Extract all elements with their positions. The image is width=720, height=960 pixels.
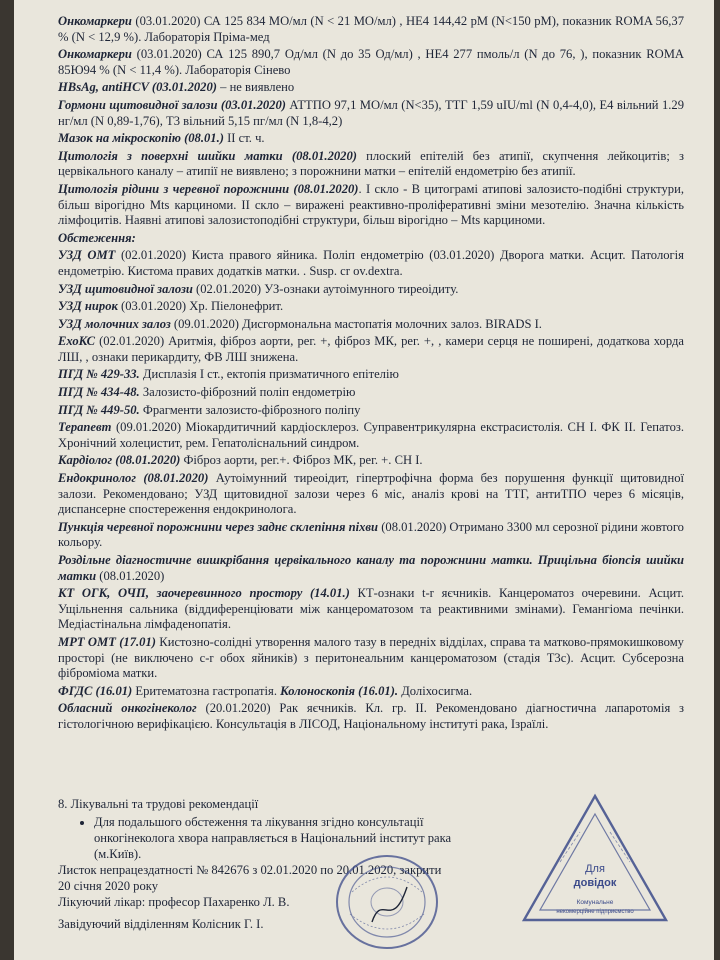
record-label: УЗД щитовидної залози <box>58 281 193 296</box>
record-line <box>58 149 684 180</box>
record-line <box>58 80 684 96</box>
record-text: Фрагменти залозисто-фіброзного поліпу <box>139 402 361 417</box>
document-page <box>14 0 714 960</box>
record-label: Ендокринолог (08.01.2020) <box>58 471 209 486</box>
record-text: – не виявлено <box>216 80 295 95</box>
record-line <box>58 131 684 147</box>
record-text: АТТПО 97,1 МО/мл (N<35), ТТГ 1,59 uIU/ml (N 0,4-4,0), Е4 вільний 1.29 нг/мл (N 0,89-1,76), Т3 вільний 5,15 пг/мл (N 1,8-4,2) <box>58 97 684 128</box>
record-line <box>58 701 684 732</box>
record-label: УЗД нирок <box>58 299 118 314</box>
record-text: КТ-ознаки t-r яєчників. Канцероматоз очеревини. Асцит. Ущільнення сальника (віддиференціювати між канцероматозом та реактивними змінами). Гемангіома печінки. Медіастінальна лімфаденопатія. <box>58 586 684 632</box>
sick-leave-line: Листок непрацездатності № 842676 з 02.01.2020 по 20.01.2020, закрити <box>58 863 442 877</box>
record-line <box>58 385 684 401</box>
record-label: УЗД молочних залоз <box>58 316 171 331</box>
record-label: ПГД № 429-33. <box>58 367 140 382</box>
sick-leave-date: 20 січня 2020 року <box>58 879 159 893</box>
record-line <box>58 98 684 129</box>
record-line <box>58 282 684 298</box>
record-line <box>58 47 684 78</box>
stamp-title: Для <box>585 863 605 875</box>
record-line <box>58 248 684 279</box>
recommendations-heading: 8. Лікувальні та трудові рекомендації <box>58 797 259 811</box>
record-text: Кистозно-солідні утворення малого тазу в передніх відділах, справа та матково-прямокишковому просторі (не виключено c-r обох яйників) з перитонеальним канцероматозом (стадія Т3c). Асцит. Субсерозна фібромiома матки. <box>58 634 684 681</box>
recommendation-item: • Для подальшого обстеження та лікування згідно консультації онкогінеколога хвора направляється в Національний інститут рака (м.Київ). <box>94 814 478 862</box>
record-line <box>58 317 684 333</box>
triangle-stamp <box>520 792 670 926</box>
record-text: Дисплазія І ст., ектопія призматичного епітелію <box>139 367 399 382</box>
record-line <box>58 403 684 419</box>
record-text: (20.01.2020) Рак яєчників. Кл. гр. ІІ. Рекомендовано діагностична лапаротомія з гістологічною верифікацією. Консультація в ЛІСОД, Національному інституті рака, Ізраїлі. <box>58 701 685 731</box>
record-text: Аутоімунний тиреоідит, гіпертрофічна форма без порушення функції щитовидної залози. Рекомендовано; УЗД щитовидної залози через 6 міс, аналіз крові на ТТГ, антиТПО через 6 місяців, диспансерне спостереження ендокринолога. <box>58 471 684 517</box>
department-head: Завідуючий відділенням Колісник Г. І. <box>58 917 264 931</box>
record-line <box>58 684 684 700</box>
record-line <box>58 471 684 518</box>
record-label: ПГД № 434-48. <box>58 385 140 400</box>
record-text: Доліхосигма. <box>398 683 473 698</box>
record-line <box>58 586 684 633</box>
round-seal-icon <box>332 852 442 952</box>
record-label: Онкомаркери <box>58 47 132 62</box>
record-text: (09.01.2020) Дисгормональна мастопатія молочних залоз. BIRADS I. <box>170 316 542 331</box>
record-text: Залозисто-фіброзний поліп ендометрію <box>139 385 356 400</box>
record-label: ЕхоКС <box>58 334 96 349</box>
stamp-title-2: довідок <box>573 877 617 889</box>
section-heading <box>58 231 684 247</box>
record-text: (09.01.2020) Міокардитичний кардіосклероз. Суправентрикулярна екстрасистолія. СН І. ФК ІІ. Гепатоз. Хронічний холецистит, рем. Гепатоліснальний синдром. <box>58 420 684 450</box>
record-text: (02.01.2020) Аритмія, фіброз аорти, рег. +, фіброз МК, рег. +, , камери серця не поширені, додаткова хорда ЛШ, , ознаки перикардиту, ФВ ЛШ знижена. <box>58 334 684 364</box>
record-text: (02.01.2020) Киста правого яйника. Поліп ендометрію (03.01.2020) Дворога матки. Асцит. Патологія ендометрію. Кистома правих додатків матки. . Susp. cr ov.dextra. <box>58 248 684 278</box>
stamp-subtitle-2: некомерційне підприємство <box>556 909 634 915</box>
record-text: (03.01.2020) СА 125 890,7 Од/мл (N до 35 Од/мл) , НЕ4 277 пмоль/л (N до 76, ), показник ROMA 85Ю94 % (N < 11,4 %). Лабораторія Сінево <box>58 47 684 77</box>
record-label: Онкомаркери <box>58 14 132 28</box>
record-text: плоский епітелій без атипії, скупчення лейкоцитів; з цервікального каналу – атипії не виявлено; з порожнини матки – епітелій ендометрію без атипії. <box>58 148 684 179</box>
record-label: Мазок на мікроскопію (08.01.) <box>58 131 224 146</box>
record-text: (02.01.2020) УЗ-ознаки аутоімунного тиреоідиту. <box>192 281 459 296</box>
record-line <box>58 553 684 584</box>
record-label: Кардіолог (08.01.2020) <box>58 453 181 468</box>
record-text: (03.01.2020) СА 125 834 МО/мл (N < 21 МО/мл) , НЕ4 144,42 pM (N<150 pM), показник ROMA 56,37 % (N < 12,9 %). Лабораторія Пріма-мед <box>58 14 684 44</box>
record-label: ПГД № 449-50. <box>58 402 140 417</box>
record-label: УЗД ОМТ <box>58 248 116 263</box>
record-label: Терапевт <box>58 420 112 435</box>
record-label: Колоноскопія (16.01). <box>280 683 399 698</box>
record-text: (03.01.2020) Хр. Піелонефрит. <box>117 299 284 314</box>
record-text: . І скло - В цитограмі атипові залозисто-подібні структури, більш вірогідно Mts карциноми. ІІ скло – виражені реактивно-проліферативні зміни мезотелію. Значна кількість лімфоцитів. Наявні атипові залозистоподібні структури, більш вірогідно – Mts карциноми. <box>58 181 684 228</box>
record-label: Обласний онкогінеколог <box>58 701 197 716</box>
record-label: Роздільне діагностичне вишкрібання цервікального каналу та порожнини матки. Прицільна біопсія шийки матки <box>58 553 684 583</box>
record-line <box>58 299 684 315</box>
record-label: HBsAg, antiHCV (03.01.2020) <box>58 80 217 95</box>
record-label: КТ ОГК, ОЧП, заочеревинного простору (14.01.) <box>58 586 350 601</box>
record-line <box>58 367 684 383</box>
record-label: Гормони щитовидної залози (03.01.2020) <box>58 97 286 112</box>
section-title: Обстеження: <box>58 230 136 245</box>
record-line <box>58 14 684 45</box>
record-label: ФГДС (16.01) <box>58 683 133 698</box>
record-text: Фіброз аорти, рег.+. Фіброз МК, рег. +. СН І. <box>180 453 423 468</box>
record-label: Пункція черевної порожнини через заднє склепіння піхви <box>58 519 379 534</box>
record-line <box>58 635 684 682</box>
record-line <box>58 520 684 551</box>
record-text: Еритематозна гастропатія. <box>132 683 281 698</box>
record-text: ІІ ст. ч. <box>223 131 265 146</box>
record-label: МРТ ОМТ (17.01) <box>58 634 156 649</box>
record-label: Цитологія рідини з черевної порожнини (08.01.2020) <box>58 181 359 196</box>
record-text: (08.01.2020) <box>96 568 165 583</box>
record-line <box>58 420 684 451</box>
medical-record-body <box>58 14 684 735</box>
record-line <box>58 182 684 229</box>
record-label: Цитологія з поверхні шийки матки (08.01.2020) <box>58 148 357 163</box>
document-footer <box>58 862 528 932</box>
record-line <box>58 334 684 365</box>
stamp-subtitle: Комунальне <box>576 899 614 906</box>
attending-doctor: Лікуючий лікар: професор Пахаренко Л. В. <box>58 895 290 909</box>
record-line <box>58 453 684 469</box>
record-text: (08.01.2020) Отримано 3300 мл серозної рідини жовтого кольору. <box>58 519 684 550</box>
